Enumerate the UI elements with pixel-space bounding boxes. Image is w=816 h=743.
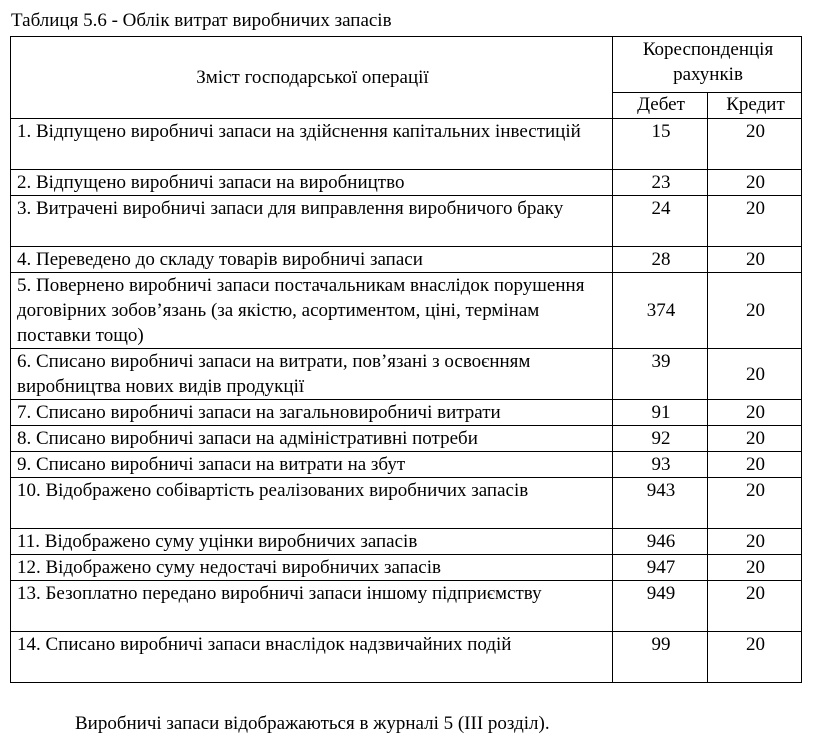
- credit-cell: 20: [708, 273, 802, 349]
- credit-cell: 20: [708, 119, 802, 170]
- table-row: [11, 400, 802, 426]
- operation-cell: 6. Списано виробничі запаси на витрати, пов’язані з освоєнням виробництва нових видів продукції: [11, 349, 613, 400]
- operation-column-header: Зміст господарської операції: [11, 37, 613, 119]
- operation-cell: 9. Списано виробничі запаси на витрати на збут: [11, 452, 613, 478]
- debit-cell: 949: [613, 581, 708, 632]
- credit-cell: 20: [708, 247, 802, 273]
- operation-cell: 11. Відображено суму уцінки виробничих запасів: [11, 529, 613, 555]
- debit-cell: 374: [613, 273, 708, 349]
- debit-cell: 946: [613, 529, 708, 555]
- operation-cell: 4. Переведено до складу товарів виробничі запаси: [11, 247, 613, 273]
- correspondence-header-line2: рахунків: [673, 64, 743, 85]
- operation-cell: 1. Відпущено виробничі запаси на здійснення капітальних інвестицій: [11, 119, 613, 170]
- correspondence-header-line1: Кореспонденція: [642, 39, 774, 60]
- credit-cell: 20: [708, 349, 802, 400]
- operation-cell: 2. Відпущено виробничі запаси на виробництво: [11, 170, 613, 196]
- operation-cell: 5. Повернено виробничі запаси постачальникам внаслідок порушення договірних зобов’язань (за якістю, асортиментом, ціні, термінам поставки тощо): [11, 273, 613, 349]
- debit-column-header: Дебет: [613, 93, 708, 119]
- debit-cell: 28: [613, 247, 708, 273]
- credit-cell: 20: [708, 452, 802, 478]
- credit-cell: 20: [708, 196, 802, 247]
- header-row: [11, 37, 802, 93]
- table-row: [11, 426, 802, 452]
- operation-cell: 7. Списано виробничі запаси на загальновиробничі витрати: [11, 400, 613, 426]
- credit-cell: 20: [708, 632, 802, 683]
- table-row: [11, 349, 802, 400]
- debit-cell: 99: [613, 632, 708, 683]
- debit-cell: 92: [613, 426, 708, 452]
- credit-cell: 20: [708, 426, 802, 452]
- credit-cell: 20: [708, 529, 802, 555]
- debit-cell: 15: [613, 119, 708, 170]
- table-caption: Таблиця 5.6 - Облік витрат виробничих запасів: [11, 10, 392, 31]
- debit-cell: 24: [613, 196, 708, 247]
- correspondence-header: [613, 37, 802, 93]
- credit-cell: 20: [708, 581, 802, 632]
- table-row: [11, 632, 802, 683]
- operation-cell: 13. Безоплатно передано виробничі запаси іншому підприємству: [11, 581, 613, 632]
- debit-cell: 93: [613, 452, 708, 478]
- footnote-text: Виробничі запаси відображаються в журналі 5 (ІІІ розділ).: [75, 713, 550, 734]
- table-row: [11, 581, 802, 632]
- debit-cell: 39: [613, 349, 708, 400]
- table-row: [11, 555, 802, 581]
- inventory-costs-table: [10, 36, 802, 683]
- operation-cell: 14. Списано виробничі запаси внаслідок надзвичайних подій: [11, 632, 613, 683]
- operation-cell: 12. Відображено суму недостачі виробничих запасів: [11, 555, 613, 581]
- table-row: [11, 119, 802, 170]
- credit-cell: 20: [708, 170, 802, 196]
- table-row: [11, 247, 802, 273]
- table-row: [11, 529, 802, 555]
- table-row: [11, 170, 802, 196]
- table-row: [11, 196, 802, 247]
- debit-cell: 943: [613, 478, 708, 529]
- credit-cell: 20: [708, 478, 802, 529]
- credit-cell: 20: [708, 400, 802, 426]
- operation-cell: 3. Витрачені виробничі запаси для виправлення виробничого браку: [11, 196, 613, 247]
- credit-cell: 20: [708, 555, 802, 581]
- operation-cell: 8. Списано виробничі запаси на адміністративні потреби: [11, 426, 613, 452]
- debit-cell: 947: [613, 555, 708, 581]
- table-row: [11, 452, 802, 478]
- debit-cell: 91: [613, 400, 708, 426]
- table-row: [11, 478, 802, 529]
- operation-cell: 10. Відображено собівартість реалізованих виробничих запасів: [11, 478, 613, 529]
- credit-column-header: Кредит: [708, 93, 802, 119]
- table-row: [11, 273, 802, 349]
- debit-cell: 23: [613, 170, 708, 196]
